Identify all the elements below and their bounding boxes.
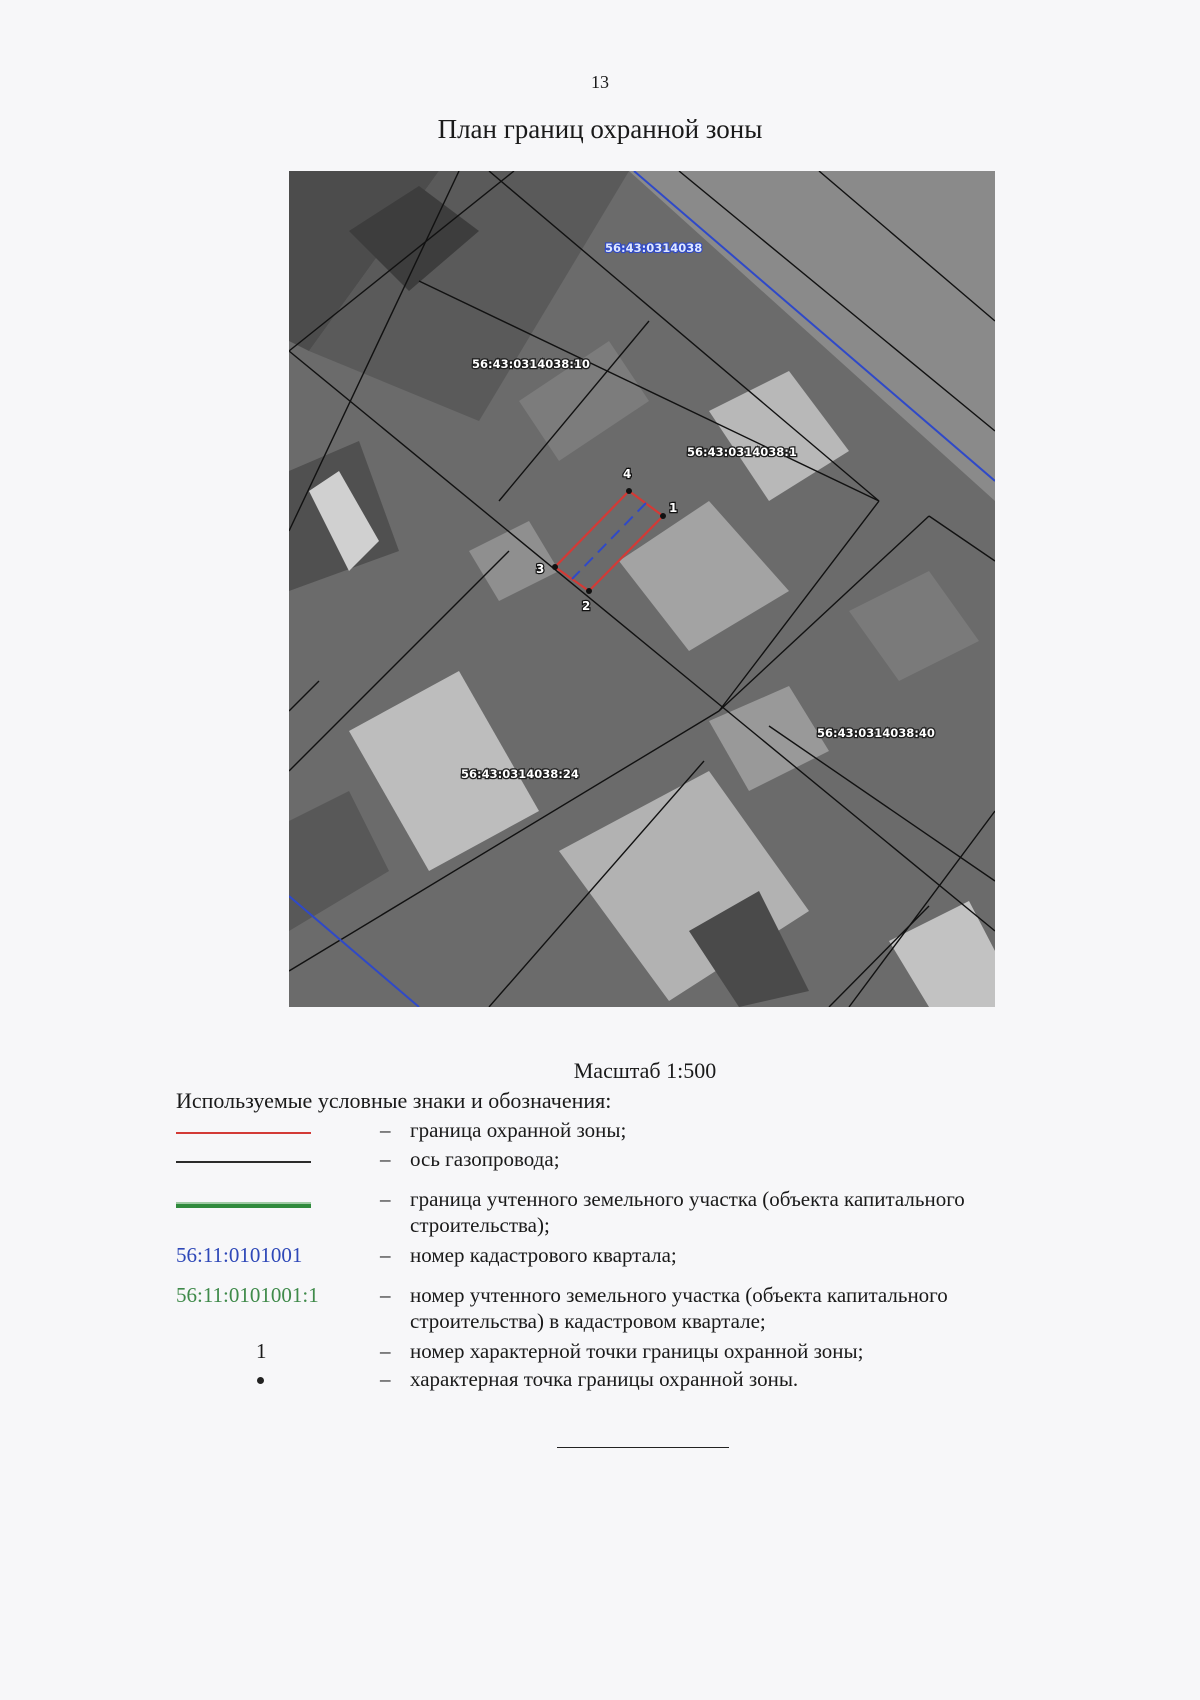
cadastral-map [289,171,995,1007]
page-number: 13 [591,72,609,92]
characteristic-point [552,564,558,570]
point-label-2: 2 [582,599,591,613]
parcel-label: 56:43:0314038:10 [472,357,590,371]
legend-heading: Используемые условные знаки и обозначения: [176,1088,612,1113]
point-label-1: 1 [669,501,678,515]
characteristic-point [626,488,632,494]
parcel-label: 56:43:0314038:40 [817,726,935,740]
point-label-4: 4 [623,467,632,481]
quarter-number-label: 56:43:0314038 [605,241,703,255]
point-number-symbol: 1 [256,1339,267,1363]
map-scale: Масштаб 1:500 [573,1058,717,1083]
point-label-3: 3 [536,562,545,576]
characteristic-point [586,588,592,594]
parcel-label: 56:43:0314038:24 [461,767,579,781]
page-title: План границ охранной зоны [437,114,763,144]
characteristic-point [660,513,666,519]
parcel-label: 56:43:0314038:1 [687,445,797,459]
parcel-number-symbol: 56:11:0101001:1 [176,1283,319,1307]
end-rule [557,1447,729,1448]
quarter-number-symbol: 56:11:0101001 [176,1243,303,1267]
